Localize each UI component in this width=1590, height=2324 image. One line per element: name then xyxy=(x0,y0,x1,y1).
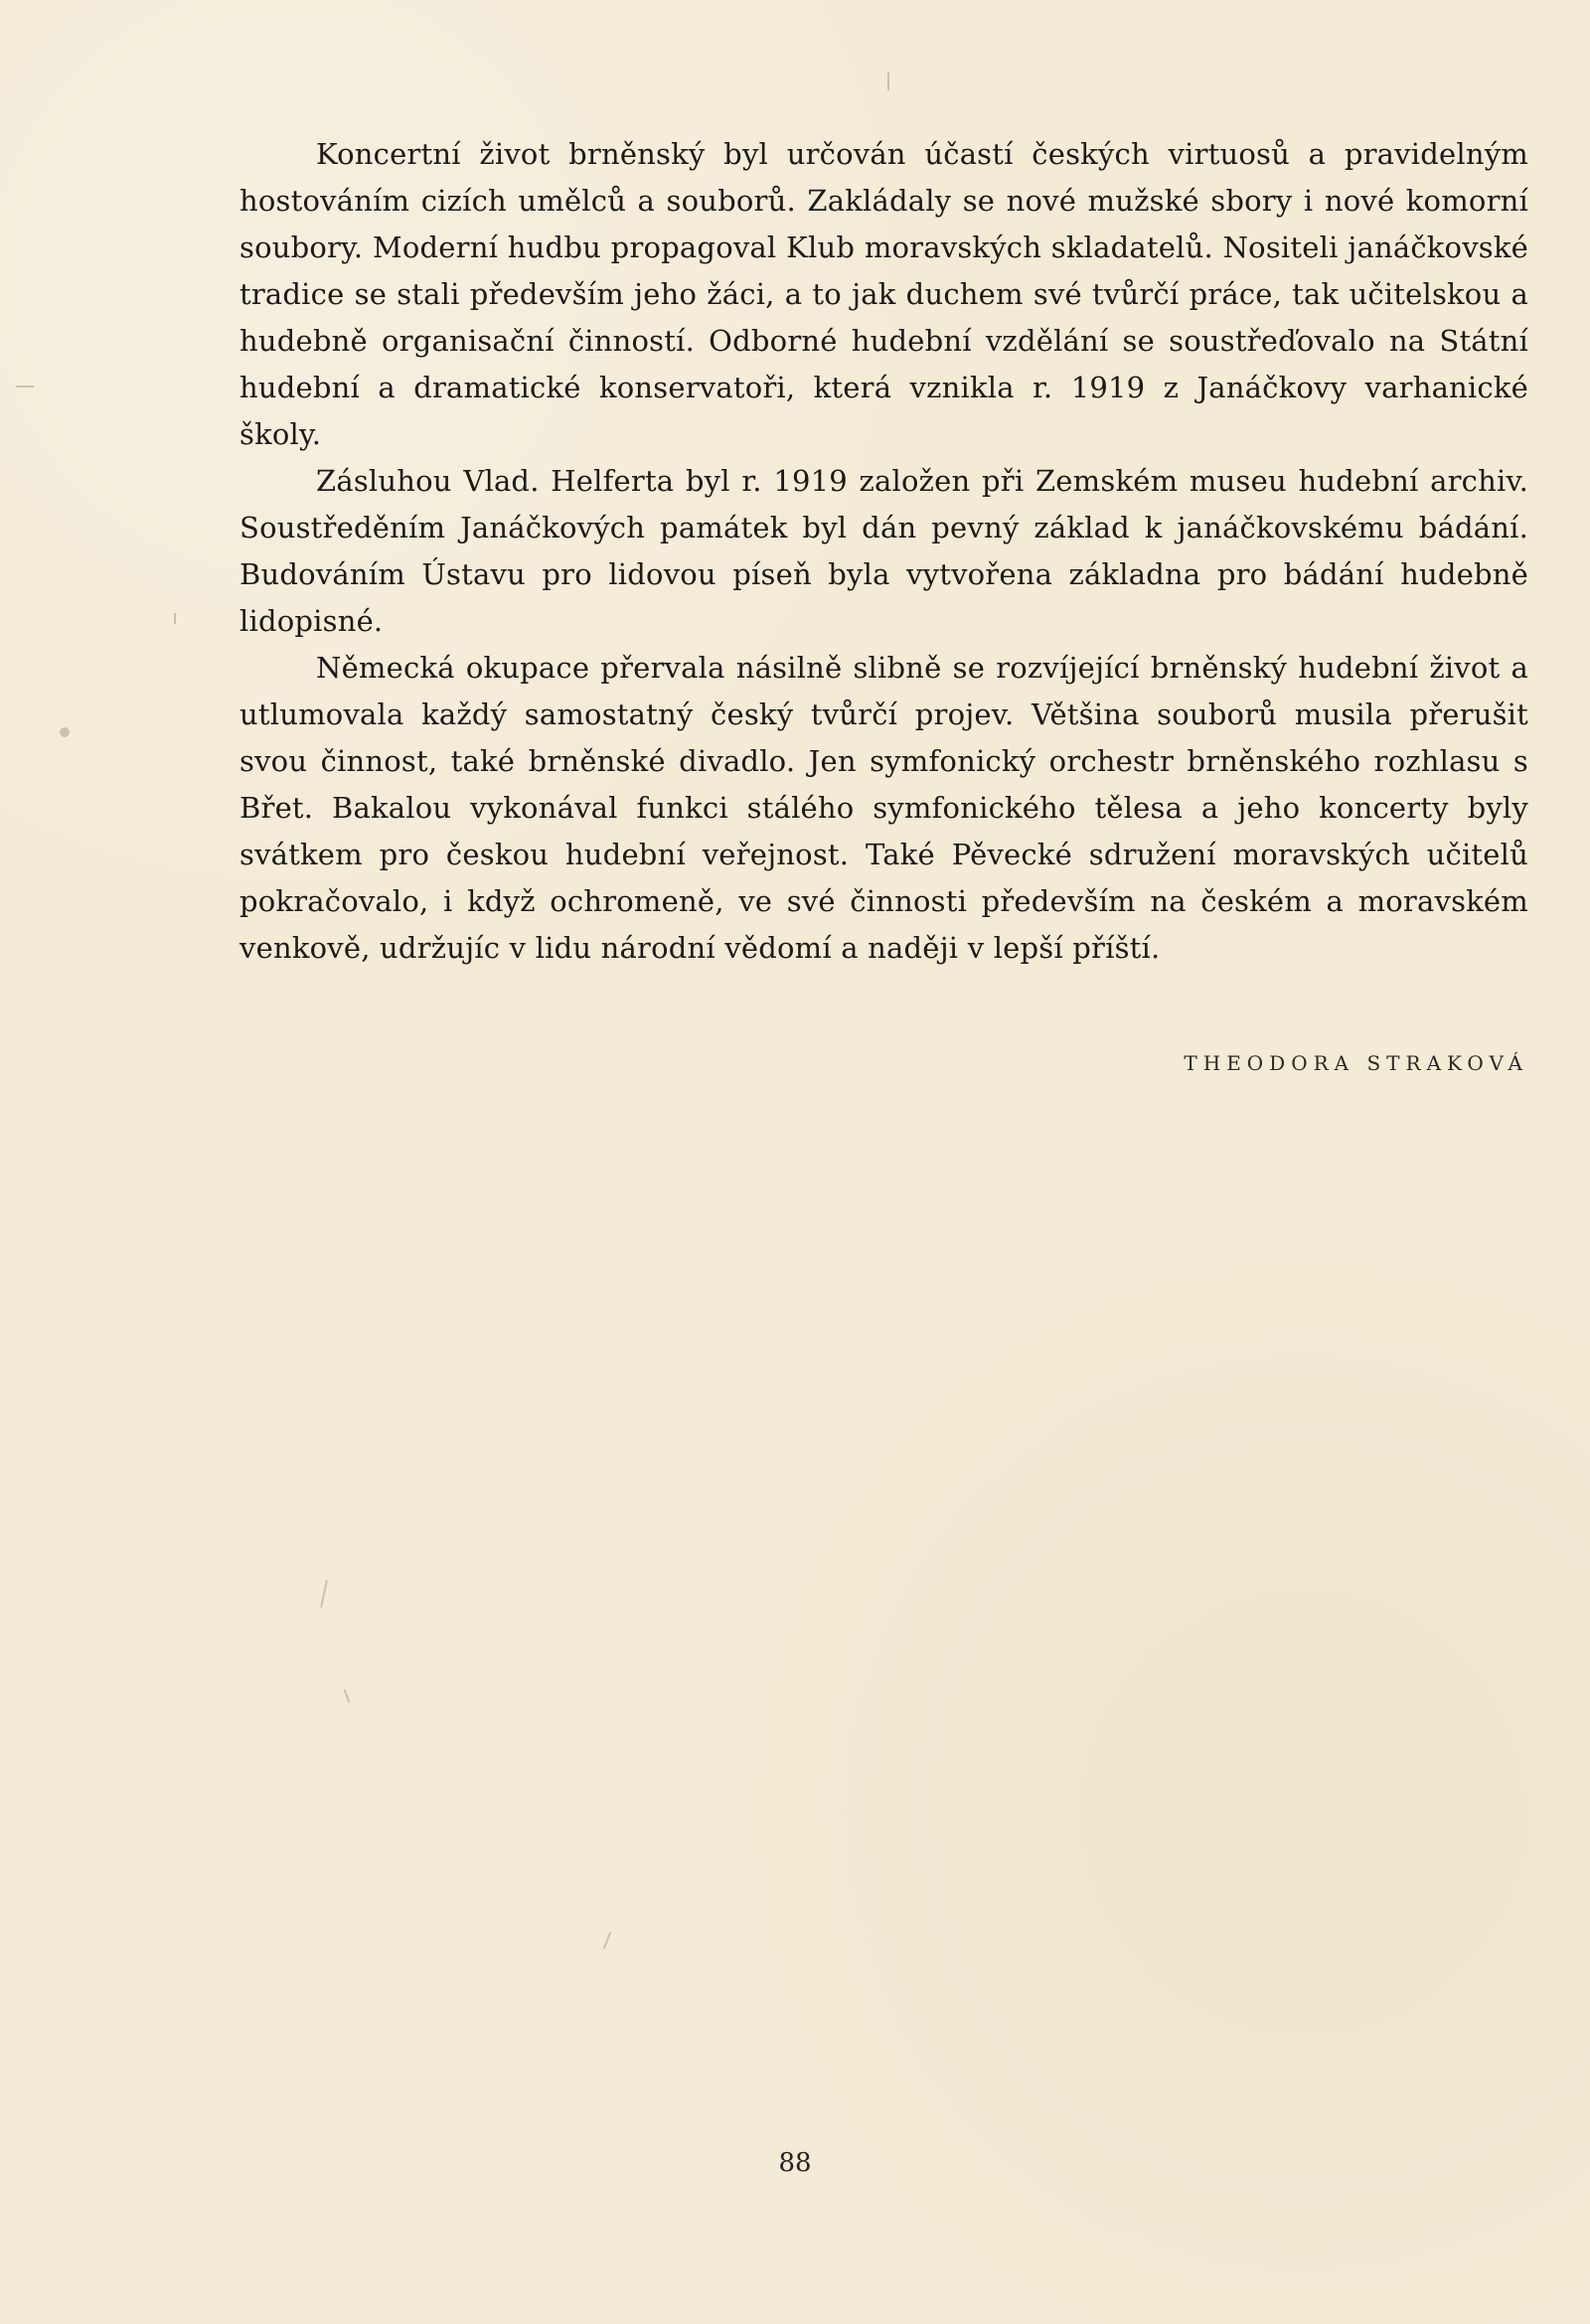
paragraph: Německá okupace přervala násilně slibně se rozvíjející brněnský hudební život a utlumovala každý samostatný český tvůrčí projev. Většina souborů musila přerušit svou činnost, také brněnské divadlo. Jen symfonický orchestr brněnského rozhlasu s Břet. Bakalou vykonával funkci stálého symfonického tělesa a jeho koncerty byly svátkem pro českou hudební veřejnost. Také Pěvecké sdružení moravských učitelů pokračovalo, i když ochromeně, ve své činnosti především na českém a moravském venkově, udržujíc v lidu národní vědomí a naději v lepší příští. xyxy=(239,651,1528,965)
paper-speck xyxy=(344,1689,351,1703)
paragraph: Zásluhou Vlad. Helferta byl r. 1919 založen při Zemském museu hudební archiv. Soustředěním Janáčkových památek byl dán pevný základ k janáčkovskému bádání. Budováním Ústavu pro lidovou píseň byla vytvořena základna pro bádání hudebně lidopisné. xyxy=(239,464,1528,638)
paper-speck xyxy=(60,727,70,737)
paper-speck xyxy=(320,1580,328,1608)
page-number: 88 xyxy=(778,2148,812,2178)
paper-speck xyxy=(174,613,176,624)
paragraph: Koncertní život brněnský byl určován účastí českých virtuosů a pravidelným hostováním cizích umělců a souborů. Zakládaly se nové mužské sbory i nové komorní soubory. Moderní hudbu propagoval Klub moravských skladatelů. Nositeli janáčkovské tradice se stali především jeho žáci, a to jak duchem své tvůrčí práce, tak učitelskou a hudebně organisační činností. Odborné hudební vzdělání se soustřeďovalo na Státní hudební a dramatické konservatoři, která vznikla r. 1919 z Janáčkovy varhanické školy. xyxy=(239,137,1528,451)
paper-speck xyxy=(887,73,889,90)
article-body xyxy=(239,131,1528,972)
paper-speck xyxy=(603,1932,612,1948)
author-signature: THEODORA STRAKOVÁ xyxy=(1184,1051,1528,1075)
paper-speck xyxy=(16,386,34,387)
